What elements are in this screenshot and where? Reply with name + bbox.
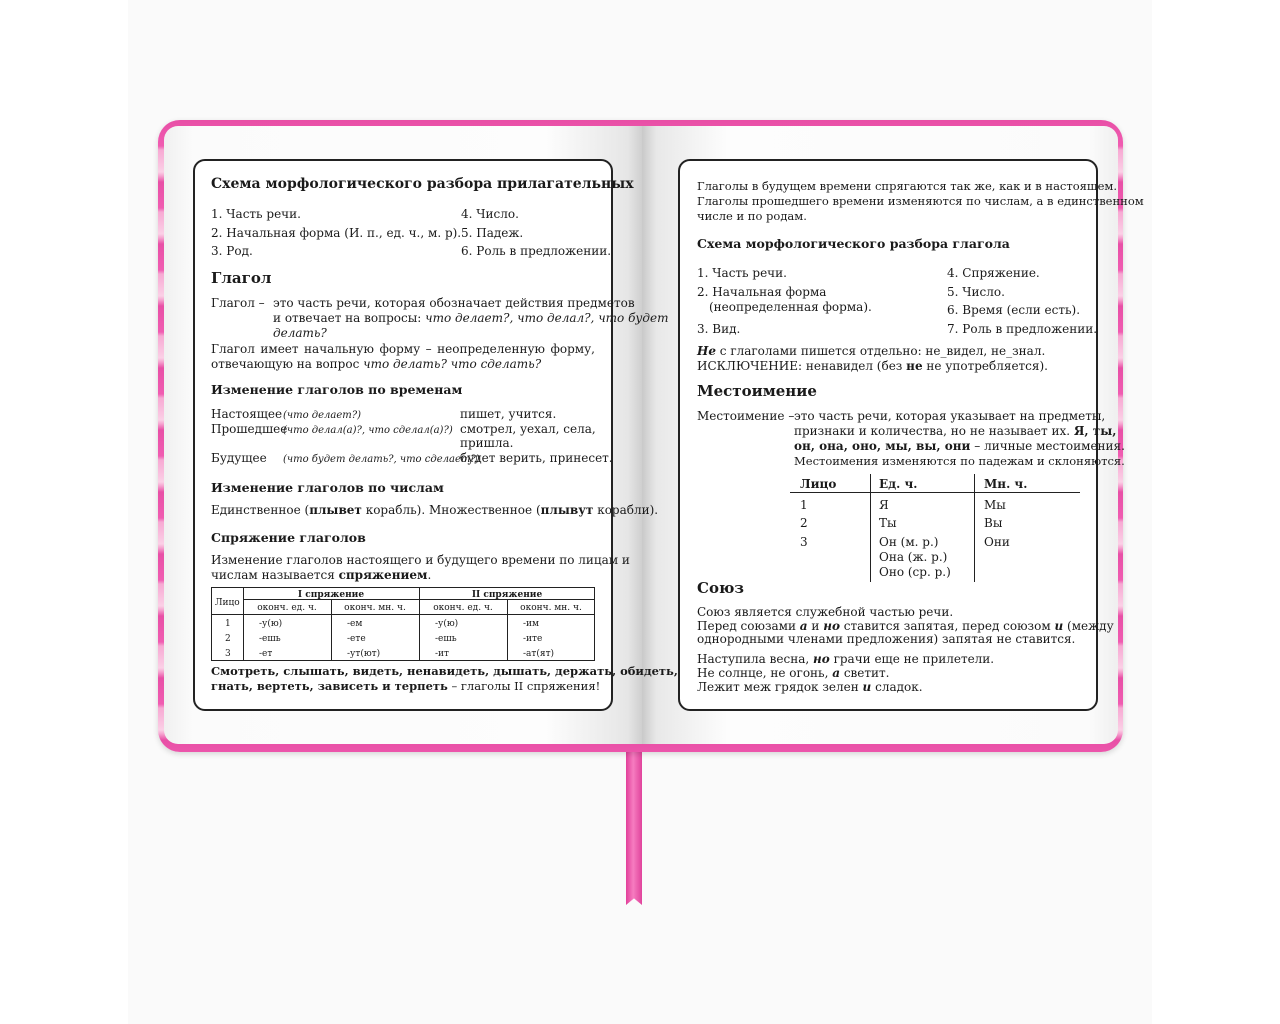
verb-scheme-title: Схема морфологического разбора глагола (697, 236, 1010, 251)
tense-heading: Изменение глаголов по временам (211, 382, 463, 397)
table-cell: 1 (225, 619, 231, 629)
pronoun-def: это часть речи, которая указывает на предметы, (794, 409, 1106, 423)
verb-def-line: делать? (273, 326, 327, 340)
verb-def-line: это часть речи, которая обозначает действия предметов (273, 296, 635, 310)
tense-name: Прошедшее (211, 422, 288, 436)
conjunction-heading: Союз (697, 579, 744, 597)
tense-name: Будущее (211, 451, 267, 465)
pronoun-heading: Местоимение (697, 382, 817, 400)
table-header: Ед. ч. (879, 477, 918, 491)
table-cell: Ты (879, 516, 897, 530)
table-cell: 2 (800, 516, 808, 530)
list-item: (неопределенная форма). (709, 300, 872, 314)
intro-text: числе и по родам. (697, 209, 807, 223)
table-cell: Оно (ср. р.) (879, 565, 951, 579)
table-header: оконч. ед. ч. (433, 603, 493, 613)
pronoun-def: он, она, оно, мы, вы, они – личные местоимения. (794, 439, 1125, 453)
table-cell: -у(ю) (435, 619, 459, 629)
table-cell: -ет (259, 649, 273, 659)
table-cell: -ут(ют) (347, 649, 381, 659)
table-cell: 3 (225, 649, 231, 659)
list-item: 3. Род. (211, 244, 253, 258)
tense-example: пришла. (460, 436, 514, 450)
pronoun-def: Местоимения изменяются по падежам и склоняются. (794, 454, 1125, 468)
tense-example: смотрел, уехал, села, (460, 422, 596, 436)
list-item: 7. Роль в предложении. (947, 322, 1098, 336)
table-cell: -ем (347, 619, 363, 629)
exception-verbs: гнать, вертеть, зависеть и терпеть – глаголы II спряжения! (211, 679, 601, 693)
conjunction-example: Лежит меж грядок зелен и сладок. (697, 680, 923, 694)
table-cell: Мы (984, 498, 1006, 512)
tense-question: (что делает?) (283, 410, 362, 421)
table-header: Лицо (800, 477, 837, 491)
list-item: 2. Начальная форма (697, 285, 827, 299)
table-cell: -им (523, 619, 540, 629)
verb-inf-line: отвечающую на вопрос что делать? что сделать? (211, 357, 542, 371)
table-cell: -ите (523, 634, 543, 644)
pronoun-def: признаки и количества, но не называет их. Я, ты, (794, 424, 1117, 438)
adj-scheme-title: Схема морфологического разбора прилагательных (211, 176, 634, 192)
conjunction-example: Не солнце, не огонь, а светит. (697, 666, 890, 680)
table-cell: Они (984, 535, 1010, 549)
table-cell: Он (м. р.) (879, 535, 939, 549)
conjunction-example: Наступила весна, но грачи еще не прилетели. (697, 652, 995, 666)
conjunction-text: однородными членами предложения) запятая не ставится. (697, 632, 1076, 646)
table-cell: -ешь (435, 634, 457, 644)
verb-def-line: и отвечает на вопросы: что делает?, что делал?, что будет (273, 311, 669, 325)
bookmark-ribbon (626, 740, 642, 905)
number-example: Единственное (плывет корабль). Множественное (плывут корабли). (211, 503, 659, 517)
conjugation-text: Изменение глаголов настоящего и будущего времени по лицам и (211, 553, 630, 567)
table-header: оконч. мн. ч. (344, 603, 406, 613)
list-item: 5. Число. (947, 285, 1005, 299)
tense-example: будет верить, принесет. (460, 451, 613, 465)
pronoun-lead: Местоимение – (697, 409, 795, 423)
number-heading: Изменение глаголов по числам (211, 480, 444, 495)
list-item: 3. Вид. (697, 322, 741, 336)
list-item: 6. Время (если есть). (947, 303, 1081, 317)
list-item: 1. Часть речи. (697, 266, 787, 280)
verb-def-lead: Глагол – (211, 296, 265, 310)
ne-exception: ИСКЛЮЧЕНИЕ: ненавидел (без не не употребляется). (697, 359, 1048, 373)
conjugation-text: числам называется спряжением. (211, 568, 432, 582)
table-cell: 3 (800, 535, 808, 549)
table-header: II спряжение (471, 590, 543, 600)
list-item: 1. Часть речи. (211, 207, 301, 221)
table-cell: 1 (800, 498, 808, 512)
verb-heading: Глагол (211, 269, 272, 287)
table-header: оконч. ед. ч. (257, 603, 317, 613)
tense-name: Настоящее (211, 407, 283, 421)
intro-text: Глаголы в будущем времени спрягаются так же, как и в настоящем. (697, 179, 1118, 193)
table-cell: -у(ю) (259, 619, 283, 629)
table-header: Лицо (215, 598, 240, 608)
list-item: 2. Начальная форма (И. п., ед. ч., м. р). (211, 226, 462, 240)
table-header: I спряжение (297, 590, 365, 600)
tense-question: (что будет делать?, что сделает?) (283, 454, 480, 465)
conjunction-text: Союз является служебной частью речи. (697, 605, 954, 619)
table-cell: -ешь (259, 634, 281, 644)
conjugation-heading: Спряжение глаголов (211, 530, 366, 545)
table-cell: -ит (435, 649, 450, 659)
table-cell: -ете (347, 634, 366, 644)
table-cell: 2 (225, 634, 231, 644)
ne-rule: Не с глаголами пишется отдельно: не_видел, не_знал. (697, 344, 1046, 358)
table-cell: Я (879, 498, 889, 512)
tense-question: (что делал(а)?, что сделал(а)?) (283, 425, 453, 436)
verb-inf-line: Глагол имеет начальную форму – неопределенную форму, (211, 342, 595, 356)
list-item: 4. Спряжение. (947, 266, 1040, 280)
list-item: 4. Число. (461, 207, 519, 221)
conjunction-text: Перед союзами а и но ставится запятая, перед союзом и (между (697, 619, 1114, 633)
exception-verbs: Смотреть, слышать, видеть, ненавидеть, дышать, держать, обидеть, (211, 664, 678, 678)
table-cell: Она (ж. р.) (879, 550, 948, 564)
list-item: 6. Роль в предложении. (461, 244, 612, 258)
tense-example: пишет, учится. (460, 407, 557, 421)
table-cell: -ат(ят) (523, 649, 555, 659)
table-header: оконч. мн. ч. (520, 603, 582, 613)
table-cell: Вы (984, 516, 1003, 530)
list-item: 5. Падеж. (461, 226, 524, 240)
table-header: Мн. ч. (984, 477, 1028, 491)
intro-text: Глаголы прошедшего времени изменяются по числам, а в единственном (697, 194, 1144, 208)
